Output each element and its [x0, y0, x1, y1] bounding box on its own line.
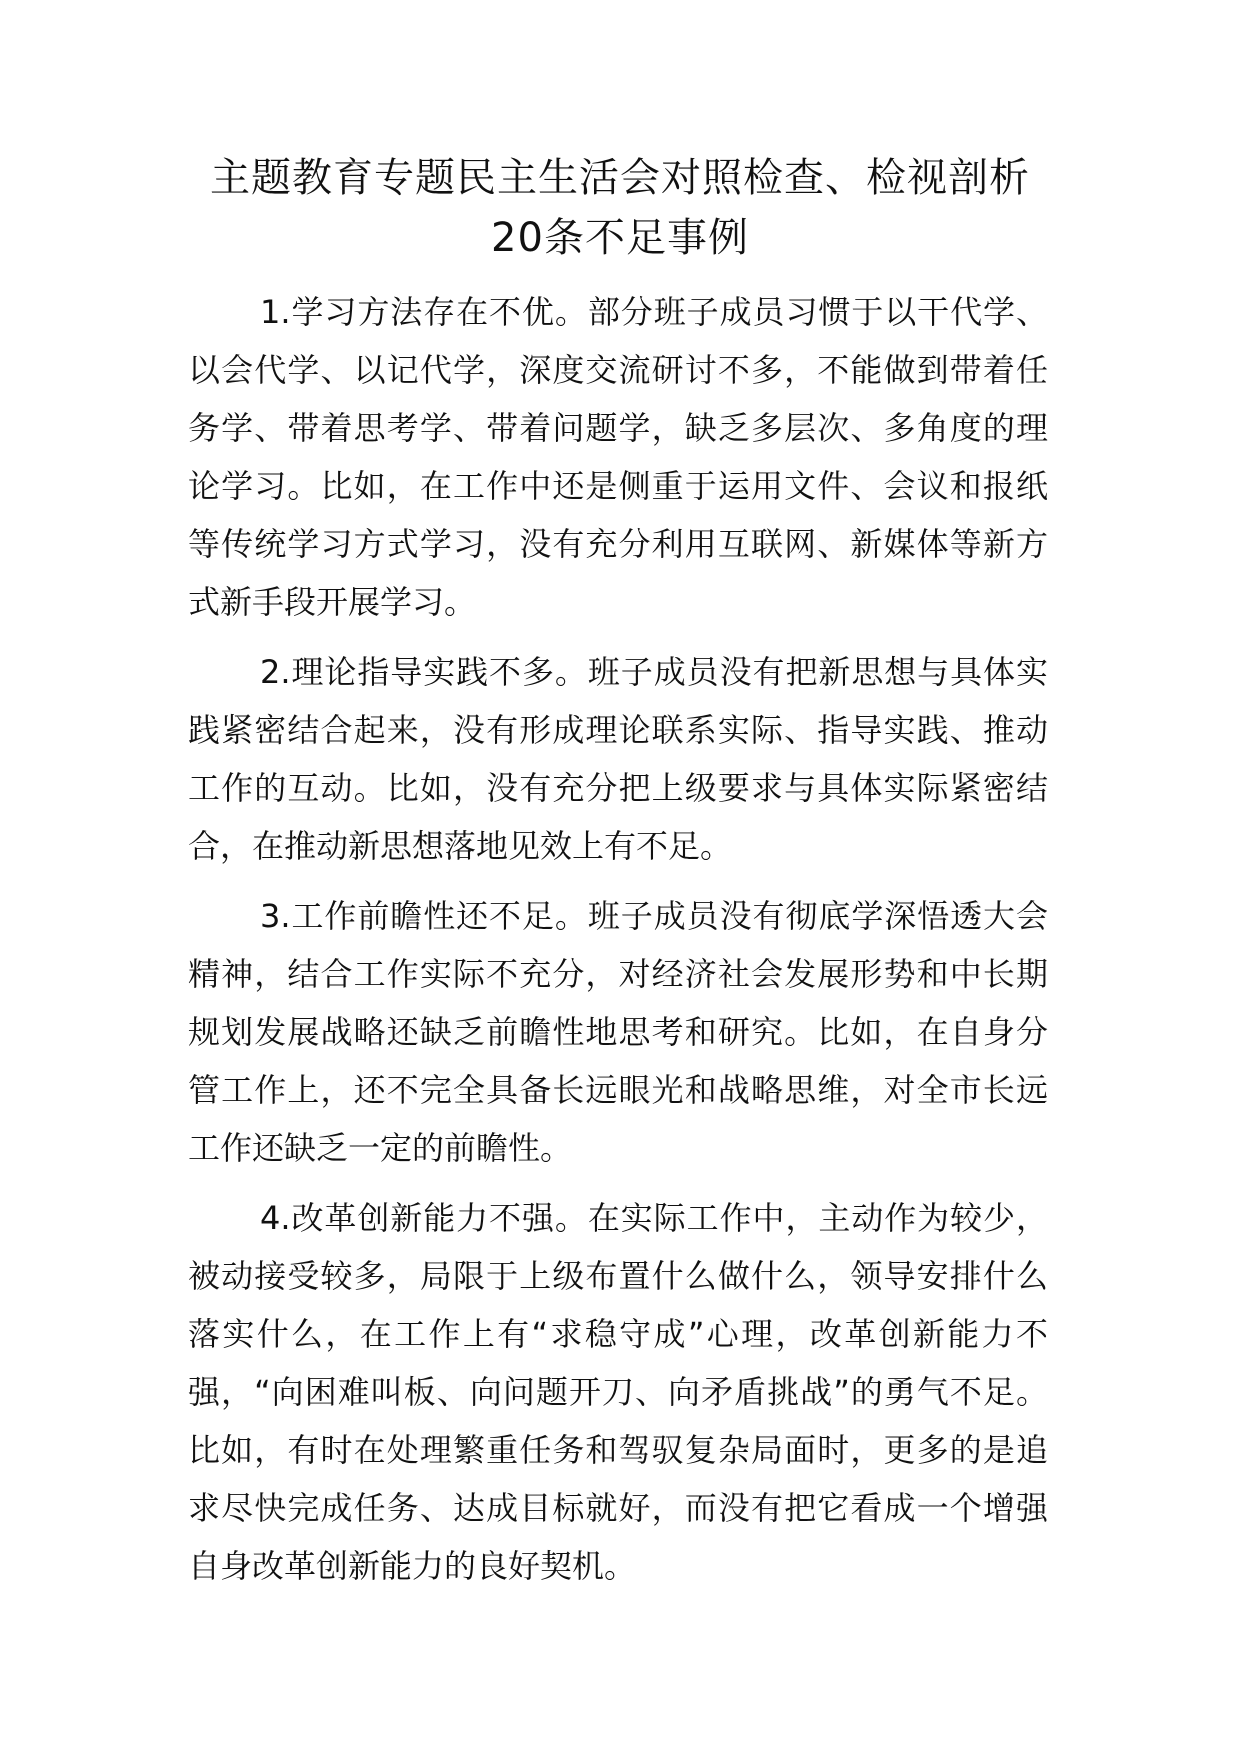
document-title: 主题教育专题民主生活会对照检查、检视剖析20条不足事例 [210, 155, 1030, 261]
paragraph-1: 1.学习方法存在不优。部分班子成员习惯于以干代学、以会代学、以记代学，深度交流研讨不多，不能做到带着任务学、带着思考学、带着问题学，缺乏多层次、多角度的理论学习。比如，在工作中还是侧重于运用文件、会议和报纸等传统学习方式学习，没有充分利用互联网、新媒体等新方式新手段开展学习。 [188, 293, 1048, 621]
paragraph-2: 2.理论指导实践不多。班子成员没有把新思想与具体实践紧密结合起来，没有形成理论联系实际、指导实践、推动工作的互动。比如，没有充分把上级要求与具体实际紧密结合，在推动新思想落地见效上有不足。 [188, 653, 1048, 865]
paragraph-3: 3.工作前瞻性还不足。班子成员没有彻底学深悟透大会精神，结合工作实际不充分，对经济社会发展形势和中长期规划发展战略还缺乏前瞻性地思考和研究。比如，在自身分管工作上，还不完全具备长远眼光和战略思维，对全市长远工作还缺乏一定的前瞻性。 [188, 897, 1048, 1167]
paragraph-4: 4.改革创新能力不强。在实际工作中，主动作为较少，被动接受较多，局限于上级布置什么做什么，领导安排什么落实什么，在工作上有“求稳守成”心理，改革创新能力不强，“向困难叫板、向问题开刀、向矛盾挑战”的勇气不足。比如，有时在处理繁重任务和驾驭复杂局面时，更多的是追求尽快完成任务、达成目标就好，而没有把它看成一个增强自身改革创新能力的良好契机。 [188, 1199, 1048, 1585]
document-body [188, 283, 1048, 1607]
